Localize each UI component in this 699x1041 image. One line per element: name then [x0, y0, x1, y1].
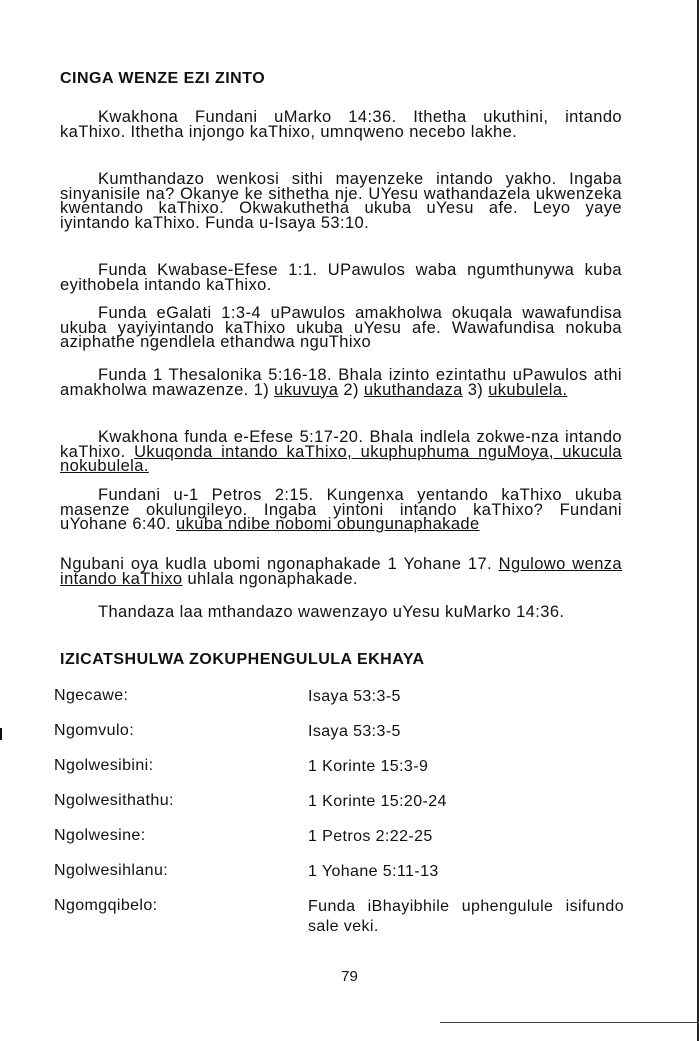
scan-mark	[0, 728, 10, 740]
reading-day: Ngecawe:	[54, 687, 129, 704]
reading-reference: 1 Korinte 15:20-24	[308, 793, 447, 810]
paragraph-5	[60, 368, 622, 397]
reading-day: Ngolwesibini:	[54, 757, 154, 774]
reading-day: Ngolwesine:	[54, 827, 146, 844]
reading-reference: Funda iBhayibhile uphengulule isifundo sale veki.	[308, 898, 624, 935]
paragraph-text: uhlala ngonaphakade.	[187, 569, 358, 588]
reading-day: Ngolwesithathu:	[54, 792, 174, 809]
underlined-answer: ukuba ndibe nobomi obungunaphakade	[176, 515, 480, 533]
paragraph-text: Fundani u-1 Petros 2:15. Kungenxa yentando kaThixo ukuba masenze okulungileyo. Ingaba yintoni intando kaThixo? Fundani uYohane 6:40.	[60, 486, 622, 533]
reading-reference: 1 Korinte 15:3-9	[308, 758, 429, 775]
readings-heading: IZICATSHULWA ZOKUPHENGULULA EKHAYA	[60, 651, 425, 668]
paragraph-text: 2)	[343, 380, 359, 399]
underlined-answer: Ngulowo wenza intando kaThixo	[60, 555, 622, 588]
underlined-answer: ukuvuya	[274, 380, 339, 399]
reading-day: Ngomvulo:	[54, 722, 135, 739]
paragraph-2	[60, 172, 622, 230]
paragraph-text: Kwakhona Fundani uMarko 14:36. Ithetha ukuthini, intando kaThixo. Ithetha injongo kaThixo, umnqweno necebo lakhe.	[60, 108, 622, 141]
paragraph-text: Kumthandazo wenkosi sithi mayenzeke intando yakho. Ingaba sinyanisile na? Okanye ke sithetha nje. UYesu wathandazela ukwenzeka kwentando kaThixo. Okwakuthetha ukuba uYesu afe. Leyo yaye iyintando kaThixo. Funda u-Isaya 53:10.	[60, 170, 622, 232]
underlined-answer: ukubulela.	[488, 380, 568, 399]
reading-day: Ngomgqibelo:	[54, 897, 158, 914]
paragraph-text: 3)	[467, 380, 484, 399]
scan-line	[440, 1022, 699, 1023]
paragraph-text: Funda 1 Thesalonika 5:16-18. Bhala izinto ezintathu uPawulos athi amakholwa mawazenze. 1)	[60, 366, 622, 399]
paragraph-7	[60, 488, 622, 532]
reading-reference: Isaya 53:3-5	[308, 723, 401, 740]
paragraph-3	[60, 263, 622, 292]
paragraph-9	[60, 605, 622, 620]
paragraph-text: Ngubani oya kudla ubomi ngonaphakade 1 Yohane 17.	[60, 555, 493, 573]
section-heading: CINGA WENZE EZI ZINTO	[60, 70, 266, 87]
page-number: 79	[341, 968, 358, 985]
reading-reference: 1 Petros 2:22-25	[308, 828, 433, 845]
reading-reference: 1 Yohane 5:11-13	[308, 863, 439, 880]
reading-day: Ngolwesihlanu:	[54, 862, 169, 879]
reading-reference: Isaya 53:3-5	[308, 688, 401, 705]
paragraph-text: Thandaza laa mthandazo wawenzayo uYesu kuMarko 14:36.	[98, 603, 565, 621]
paragraph-text: Funda Kwabase-Efese 1:1. UPawulos waba ngumthunywa kuba eyithobela intando kaThixo.	[60, 261, 622, 294]
underlined-answer: ukuthandaza	[363, 380, 463, 399]
paragraph-6	[60, 430, 622, 474]
paragraph-8	[60, 557, 622, 586]
paragraph-text: Kwakhona funda e-Efese 5:17-20. Bhala indlela zokwe-nza intando kaThixo.	[60, 428, 622, 461]
paragraph-4	[60, 306, 622, 350]
paragraph-text: Funda eGalati 1:3-4 uPawulos amakholwa okuqala wawafundisa ukuba yayiyintando kaThixo ukuba uYesu afe. Wawafundisa nokuba aziphathe ngendlela ethandwa nguThixo	[60, 304, 622, 351]
underlined-answer: Ukuqonda intando kaThixo, ukuphuphuma nguMoya, ukucula nokubulela.	[60, 442, 623, 475]
paragraph-1	[60, 110, 622, 139]
